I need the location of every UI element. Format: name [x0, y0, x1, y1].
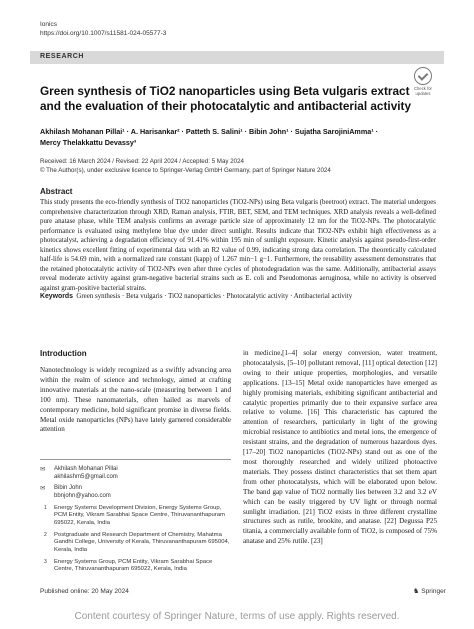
publisher-logo — [413, 587, 446, 595]
published-date: Published online: 20 May 2024 — [40, 588, 129, 595]
journal-name: Ionics — [40, 21, 57, 28]
check-updates-label: Check for updates — [414, 86, 432, 96]
authors-line-1: Akhilash Mohanan Pillai¹ · A. Harisankar² · Patteth S. Salini¹ · Bibin John¹ · Sujatha SarojiniAmma¹ · — [40, 127, 378, 136]
authors-line-2: Mercy Thelakkattu Devassy³ — [40, 138, 137, 147]
affiliation-number: 3 — [44, 559, 47, 565]
publisher-name: Springer — [421, 588, 446, 595]
author-list — [40, 126, 440, 148]
check-updates-icon — [414, 67, 432, 85]
section-label: RESEARCH — [40, 53, 85, 60]
affiliation-text: Energy Systems Development Division, Energy Systems Group, PCM Entity, Vikram Sarabhai Space Centre, Thiruvananthapuram 695022, Kerala, India — [54, 505, 225, 526]
affiliation — [40, 532, 231, 555]
envelope-icon: ✉ — [40, 466, 46, 473]
section-bar — [30, 51, 444, 64]
contact-email[interactable]: akhilashm5@gmail.com — [54, 473, 118, 480]
springer-horse-icon: ♞ — [413, 588, 420, 595]
title-text: Green synthesis of TiO2 nanoparticles using Beta vulgaris extract and the evaluation of their photocatalytic and antibacterial activity — [40, 84, 412, 113]
abstract-heading: Abstract — [40, 187, 73, 196]
intro-column-2: in medicine,[1–4] solar energy conversion, water treatment, photocatalysis, [5–10] pollutant removal, [11] optical detection [12] owing to their unique properties, morphologies, and versatile applications. [13–15] Metal oxide nanoparticles have emerged as highly promising materials, exhibiting significant antibacterial and catalytic properties primarily due to their expansive surface area relative to volume. [16] This characteristic has captured the attention of researchers, particularly in light of the growing microbial resistance to antibiotics and metal ions, the emergence of resistant strains, and the degradation of numerous hazardous dyes. [17–20] TiO2 nanoparticles (TiO2-NPs) stand out as one of the most thoroughly researched and widely utilized photoactive materials. They possess distinct characteristics that set them apart from other photocatalysts, which will be elaborated upon below. The band gap value of TiO2 normally lies between 3.2 and 3.2 eV which can be easily triggered by UV light or through normal sunlight irradiation. [21] TiO2 exists in three different crystalline structures such as rutile, brookite, and anatase. [22] Degussa P25 titania, a commercially available form of TiO2, is composed of 75% anatase and 25% rutile. [23] — [243, 349, 437, 546]
affiliation-number: 2 — [44, 532, 47, 538]
copyright-notice: © The Author(s), under exclusive licence to Springer-Verlag GmbH Germany, part of Springer Nature 2024 — [40, 167, 331, 174]
contact-name: Bibin John — [54, 485, 83, 491]
affiliation-text: Postgraduate and Research Department of Chemistry, Mahatma Gandhi College, University of Kerala, Thiruvananthapuram 695004, Kerala, India — [54, 532, 230, 553]
envelope-icon: ✉ — [40, 485, 46, 492]
footnote-divider — [40, 459, 231, 460]
corresponding-author — [40, 466, 231, 482]
keywords-text: Green synthesis · Beta vulgaris · TiO2 nanoparticles · Photocatalytic activity · Antibacterial activity — [76, 293, 353, 300]
affiliation-text: Energy Systems Group, PCM Entity, Vikram Sarabhai Space Centre, Thiruvananthapuram 695022, Kerala, India — [54, 559, 213, 573]
article-dates: Received: 16 March 2024 / Revised: 22 April 2024 / Accepted: 5 May 2024 — [40, 158, 244, 165]
contact-email[interactable]: bbnjohn@yahoo.com — [54, 492, 111, 499]
intro-column-1: Nanotechnology is widely recognized as a swiftly advancing area within the realm of science and technology, aimed at crafting innovative materials at the nano-scale (measuring between 1 and 100 nm). These nanomaterials, often hailed as marvels of contemporary medicine, hold significant promise in diverse fields. Metal oxide nanoparticles (NPs) have lately garnered considerable attention — [40, 366, 231, 434]
abstract-text: This study presents the eco-friendly synthesis of TiO2 nanoparticles (TiO2-NPs) using Beta vulgaris (beetroot) extract. The material undergoes comprehensive characterization through XRD, Raman analysis, FTIR, BET, SEM, and TEM techniques. XRD analysis reveals a well-defined pure anatase phase, while TEM analysis confirms an average particle size of approximately 12 nm for the TiO2-NPs. The photocatalytic performance is evaluated using methylene blue dye under direct sunlight. Results indicate that TiO2-NPs exhibit high effectiveness as a photocatalyst, achieving a degradation efficiency of 91.41% within 195 min of sunlight exposure. Kinetic analysis against pseudo-first-order kinetics shows excellent fitting of experimental data with an R2 value of 0.99, indicating strong data correlation. The theoretically calculated half-life is 54.69 min, with a normalized rate constant (kapp) of 1.267 min−1 g−1. Furthermore, the reusability assessment demonstrates that the retained photocatalytic activity of TiO2-NPs even after three cycles of photodegradation was the same. Additionally, antibacterial assays reveal moderate activity against gram-negative bacterial strains such as E. coli and Pseudomonas aeruginosa, while no activity is observed against gram-positive bacterial strains. — [40, 199, 436, 292]
affiliation-number: 1 — [44, 505, 47, 511]
affiliation — [40, 505, 231, 528]
article-title — [40, 84, 420, 113]
keywords — [40, 293, 436, 300]
doi-link[interactable]: https://doi.org/10.1007/s11581-024-05577-3 — [40, 30, 167, 37]
courtesy-footer: Content courtesy of Springer Nature, terms of use apply. Rights reserved. — [74, 611, 400, 622]
affiliation — [40, 559, 231, 575]
corresponding-author — [40, 485, 231, 501]
introduction-heading: Introduction — [40, 349, 87, 358]
keywords-label: Keywords — [40, 293, 73, 300]
contact-name: Akhilash Mohanan Pillai — [54, 466, 118, 472]
